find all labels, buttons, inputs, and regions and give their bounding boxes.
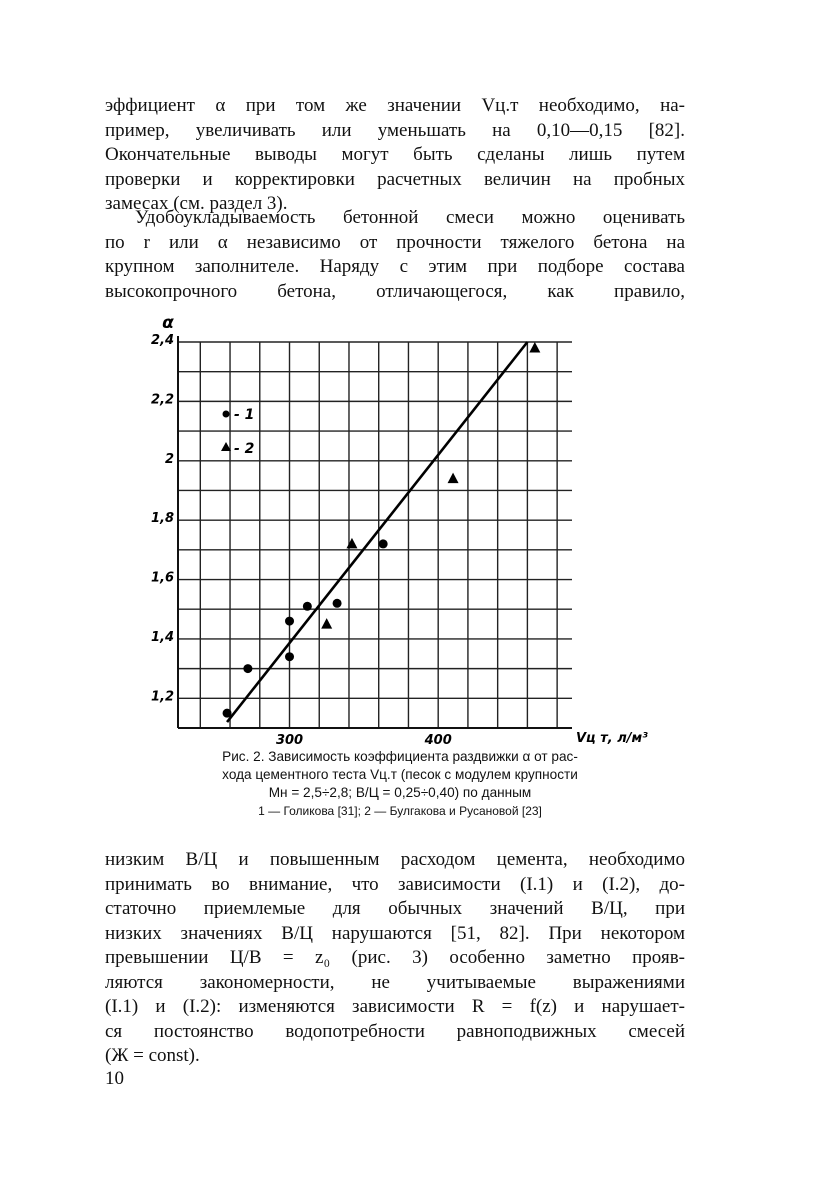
text-line: Удобоукладываемость бетонной смеси можно оценивать [135,207,685,228]
page-number: 10 [105,1068,124,1089]
data-point-series-1 [285,617,294,626]
y-tick-label: 1,6 [150,570,174,586]
y-tick-label: 1,8 [150,511,174,527]
data-point-series-2 [346,538,357,549]
data-point-series-1 [379,539,388,548]
data-point-series-2 [448,473,459,484]
y-axis-label: α [162,313,174,333]
y-tick-label: 2,2 [150,392,174,408]
text-line: ляются закономерности, не учитываемые выражениями [105,971,685,993]
data-point-series-2 [321,618,332,629]
text-line: принимать во внимание, что зависимости (I.1) и (I.2), до- [105,873,685,895]
x-axis-label: Vц т, л/м³ [576,731,648,746]
text-line: по r или α независимо от прочности тяжелого бетона на [105,231,685,253]
data-point-series-1 [333,599,342,608]
y-tick-label: 2,4 [150,333,174,348]
paragraph-second [105,206,685,304]
y-tick-label: 2 [164,451,174,467]
caption-line: хода цементного теста Vц.т (песок с модулем крупности [222,767,578,782]
data-point-series-1 [243,664,252,673]
data-point-series-1 [223,709,232,718]
text-line: статочно приемлемые для обычных значений В/Ц, при [105,898,685,919]
text-line: эффициент α при том же значении Vц.т необходимо, на- [105,95,685,116]
paragraph-top [105,94,685,217]
legend-marker-series-1 [223,411,230,418]
text-line: (I.1) и (I.2): изменяются зависимости R = f(z) и нарушает- [105,996,685,1017]
caption-line: Mн = 2,5÷2,8; В/Ц = 0,25÷0,40) по данным [268,785,532,800]
text-line: (Ж = const). [105,1045,200,1066]
text-line: проверки и корректировки расчетных величин на пробных [105,168,685,190]
text-line: превышении Ц/В = z₀ (рис. 3) особенно заметно прояв- [105,947,685,968]
caption-line: Рис. 2. Зависимость коэффициента раздвижки α от рас- [222,749,578,764]
figure-chart [140,310,700,750]
text-line: пример, увеличивать или уменьшать на 0,10—0,15 [82]. [105,119,685,141]
data-point-series-1 [303,602,312,611]
data-point-series-2 [529,342,540,353]
x-tick-label: 400 [424,733,452,748]
data-point-series-1 [285,652,294,661]
legend-label-series-2: - 2 [234,441,255,457]
text-line: низким В/Ц и повышенным расходом цемента, необходимо [105,849,685,870]
y-tick-label: 1,4 [150,629,174,645]
legend-label-series-1: - 1 [234,407,255,423]
text-line: Окончательные выводы могут быть сделаны лишь путем [105,144,685,165]
figure-caption [110,748,690,820]
text-line: ся постоянство водопотребности равноподвижных смесей [105,1020,685,1042]
text-line: замесах (см. раздел 3). [105,193,288,214]
paragraph-bottom [105,848,685,1069]
y-tick-label: 1,2 [150,689,174,705]
chart-marks [223,342,541,722]
chart-labels [151,313,648,748]
text-line: высокопрочного бетона, отличающегося, как правило, [105,280,685,302]
caption-line: 1 — Голикова [31]; 2 — Булгакова и Русановой [23] [258,804,542,818]
x-tick-label: 300 [275,733,304,748]
text-line: крупном заполнителе. Наряду с этим при подборе состава [105,256,685,277]
chart-grid [178,336,572,728]
text-line: низких значениях В/Ц нарушаются [51, 82]. При некотором [105,922,685,944]
trend-line [227,342,527,722]
